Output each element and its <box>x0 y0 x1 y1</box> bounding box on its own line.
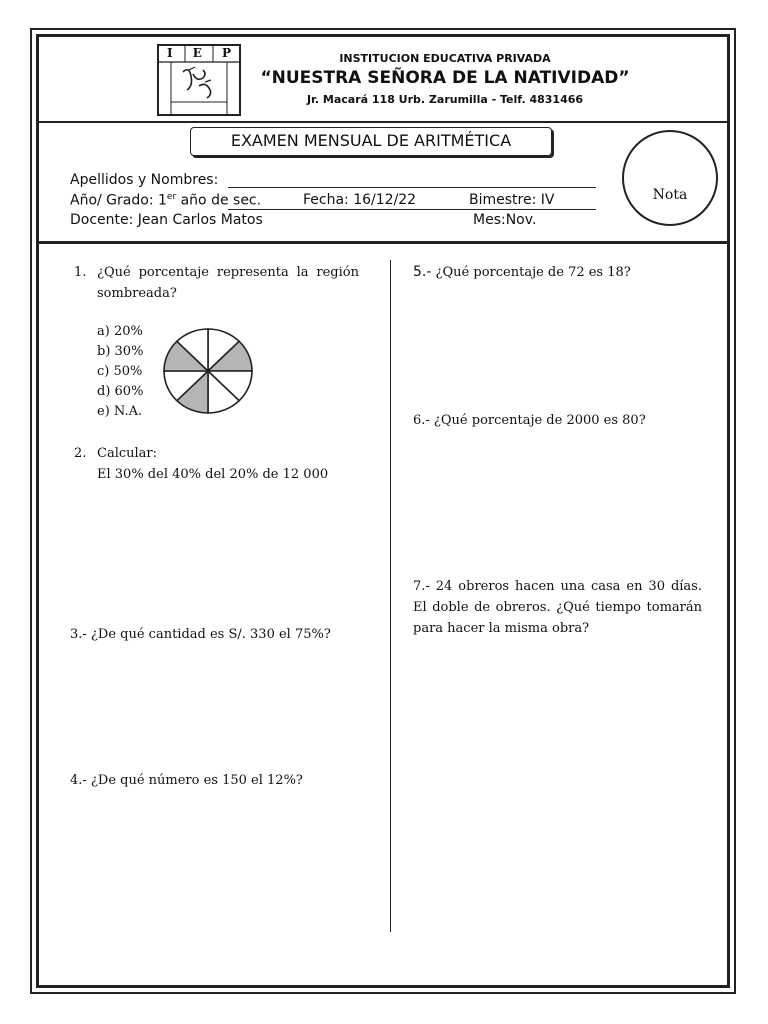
grade-prefix: Año/ Grado: 1 <box>70 192 167 209</box>
q1-option-d[interactable]: d) 60% <box>97 384 144 399</box>
q1-option-e[interactable]: e) N.A. <box>97 404 143 419</box>
exam-month: Mes:Nov. <box>473 212 537 228</box>
q1-option-b[interactable]: b) 30% <box>97 344 144 359</box>
institution-type: INSTITUCION EDUCATIVA PRIVADA <box>339 52 551 65</box>
q1-number: 1. <box>74 265 87 280</box>
grade-circle <box>622 130 718 226</box>
q1-options <box>97 322 143 422</box>
q1-option-c[interactable]: c) 50% <box>97 364 143 379</box>
q4-text: 4.- ¿De qué número es 150 el 12%? <box>70 773 303 788</box>
grade-superscript: er <box>166 192 177 202</box>
q2-number: 2. <box>74 446 87 461</box>
q7-text: 7.- 24 obreros hacen una casa en 30 días. El doble de obreros. ¿Qué tiempo tomarán para hacer la misma obra? <box>413 579 702 636</box>
q5-text: ¿Qué porcentaje de 72 es 18? <box>431 265 631 280</box>
info-underline <box>228 209 596 210</box>
teacher-name: Docente: Jean Carlos Matos <box>70 212 263 228</box>
student-info-divider <box>36 241 730 244</box>
q3-text: 3.- ¿De qué cantidad es S/. 330 el 75%? <box>70 627 331 642</box>
q5-number: 5.- <box>413 264 432 280</box>
names-label: Apellidos y Nombres: <box>70 172 219 188</box>
pie-figure <box>162 327 254 415</box>
names-answer-line[interactable] <box>228 187 596 188</box>
grade-field <box>70 192 261 209</box>
exam-date: Fecha: 16/12/22 <box>303 192 417 208</box>
q2-label: Calcular: <box>97 446 158 461</box>
q6-text: 6.- ¿Qué porcentaje de 2000 es 80? <box>413 413 646 428</box>
grade-suffix: año de sec. <box>176 192 262 209</box>
exam-title: EXAMEN MENSUAL DE ARITMÉTICA <box>190 127 552 156</box>
q5 <box>413 262 631 283</box>
logo-letter-e: E <box>192 46 202 60</box>
logo-letter-p: P <box>221 46 231 60</box>
q2-text: El 30% del 40% del 20% de 12 000 <box>97 467 329 482</box>
q1-text: ¿Qué porcentaje representa la región sombreada? <box>97 265 359 301</box>
column-divider <box>390 260 391 932</box>
header-divider <box>36 121 730 123</box>
nota-label: Nota <box>652 187 688 203</box>
logo-letters <box>157 46 241 60</box>
school-name: “NUESTRA SEÑORA DE LA NATIVIDAD” <box>260 68 630 88</box>
school-address: Jr. Macará 118 Urb. Zarumilla - Telf. 4831466 <box>306 93 584 106</box>
bimester: Bimestre: IV <box>469 192 555 208</box>
logo-letter-i: I <box>167 46 173 60</box>
q1-option-a[interactable]: a) 20% <box>97 324 143 339</box>
